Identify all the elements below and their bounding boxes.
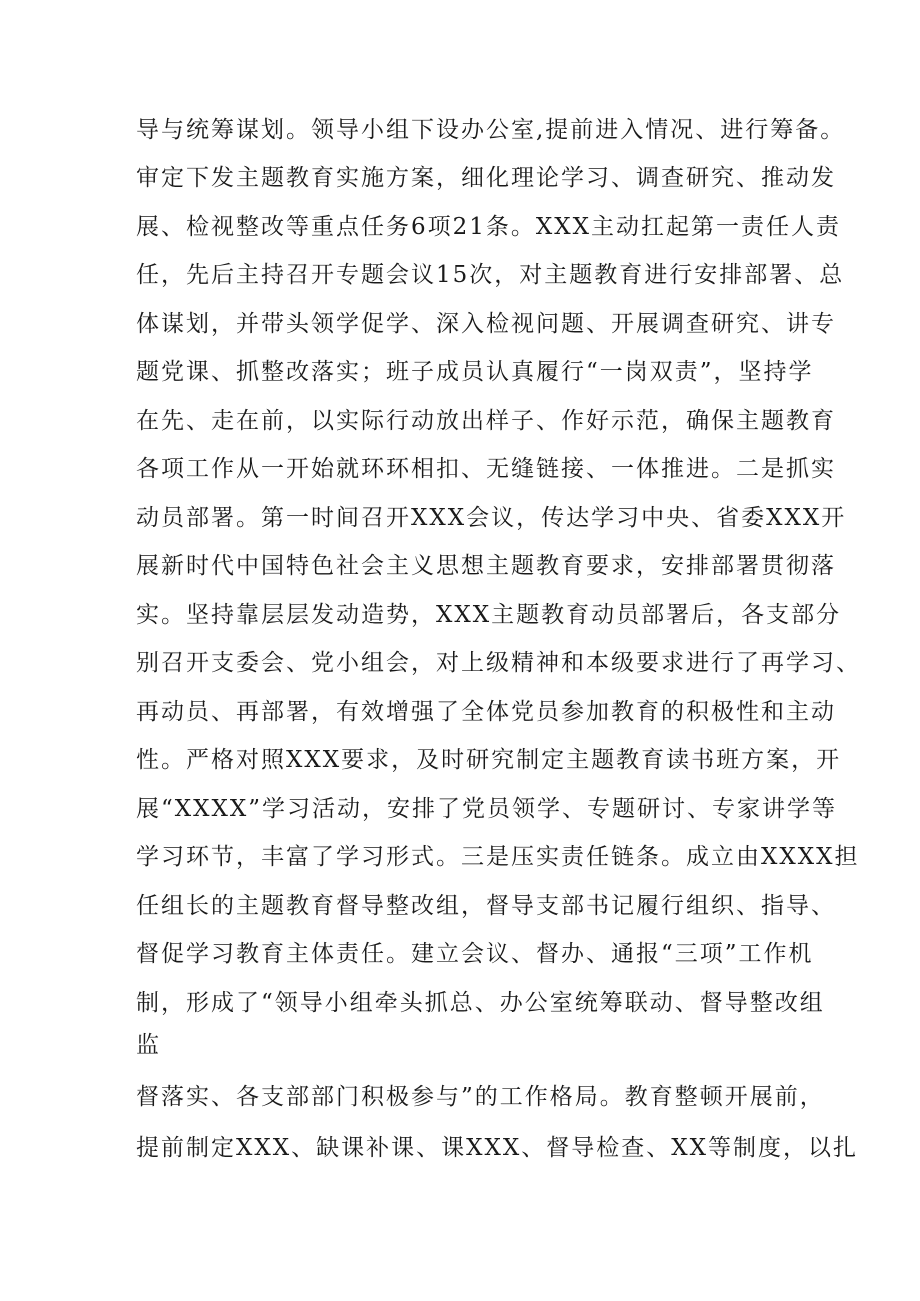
text-line: 导与统筹谋划。领导小组下设办公室,提前进入情况、进行筹备。 xyxy=(136,117,846,143)
text-line: 任，先后主持召开专题会议15次，对主题教育进行安排部署、总 xyxy=(136,262,845,288)
text-line: 学习环节，丰富了学习形式。三是压实责任链条。成立由XXXX担 xyxy=(136,844,860,870)
text-line: 展新时代中国特色社会主义思想主题教育要求，安排部署贯彻落 xyxy=(136,553,836,579)
text-line: 提前制定XXX、缺课补课、课XXX、督导检查、XX等制度，以扎 xyxy=(136,1135,858,1161)
text-line: 性。严格对照XXX要求，及时研究制定主题教育读书班方案，开 xyxy=(136,747,842,773)
text-line: 监 xyxy=(136,1032,161,1058)
text-line: 制，形成了“领导小组牵头抓总、办公室统筹联动、督导整改组 xyxy=(136,990,825,1016)
text-line: 各项工作从一开始就环环相扣、无缝链接、一体推进。二是抓实 xyxy=(136,456,836,482)
text-line: 展“XXXX”学习活动，安排了党员领学、专题研讨、专家讲学等 xyxy=(136,796,838,822)
text-line: 审定下发主题教育实施方案，细化理论学习、调查研究、推动发 xyxy=(136,165,836,191)
text-line: 动员部署。第一时间召开XXX会议，传达学习中央、省委XXX开 xyxy=(136,505,847,531)
text-line: 督落实、各支部部门积极参与”的工作格局。教育整顿开展前， xyxy=(136,1084,825,1110)
text-line: 实。坚持靠层层发动造势，XXX主题教育动员部署后，各支部分 xyxy=(136,602,842,628)
text-line: 体谋划，并带头领学促学、深入检视问题、开展调查研究、讲专 xyxy=(136,311,836,337)
text-line: 题党课、抓整改落实；班子成员认真履行“一岗双责”，坚持学 xyxy=(136,359,814,385)
text-line: 任组长的主题教育督导整改组，督导支部书记履行组织、指导、 xyxy=(136,893,836,919)
text-line: 展、检视整改等重点任务6项21条。XXX主动扛起第一责任人责 xyxy=(136,214,842,240)
text-line: 别召开支委会、党小组会，对上级精神和本级要求进行了再学习、 xyxy=(136,650,861,676)
text-line: 再动员、再部署，有效增强了全体党员参加教育的积极性和主动 xyxy=(136,699,836,725)
text-line: 督促学习教育主体责任。建立会议、督办、通报“三项”工作机 xyxy=(136,941,814,967)
text-line: 在先、走在前，以实际行动放出样子、作好示范，确保主题教育 xyxy=(136,408,836,434)
